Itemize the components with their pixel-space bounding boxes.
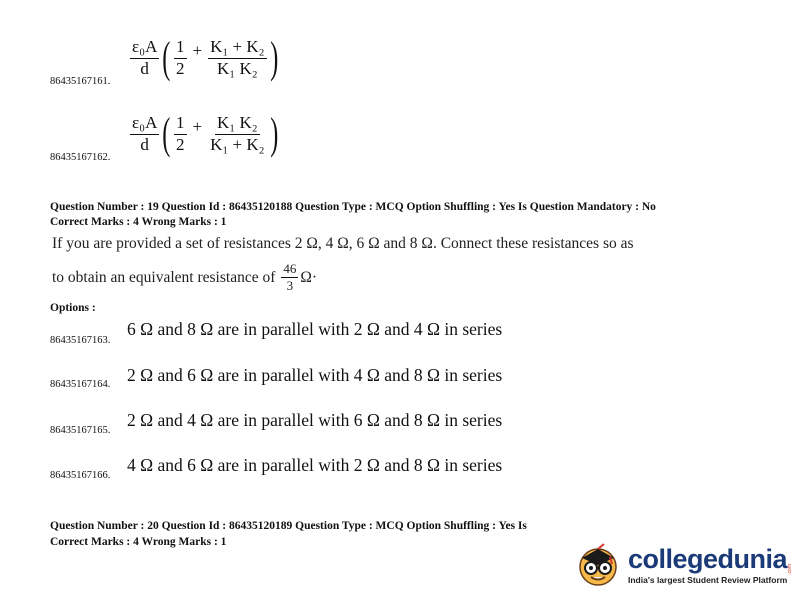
option-id: 86435167164. bbox=[50, 379, 111, 390]
logo-tagline: India's largest Student Review Platform bbox=[628, 574, 788, 585]
nerd-face-icon bbox=[574, 540, 622, 588]
question-marks: Correct Marks : 4 Wrong Marks : 1 bbox=[50, 216, 227, 228]
formula-option-1: $\frac{\text{ε₀A}}{d}$ ( $\frac{1}{2}$ + $\frac{\text{K₁ + K₂}}{\text{K₁ K₂}}$ ) bbox=[132, 33, 278, 82]
logo-wordmark: collegedunia bbox=[628, 543, 788, 574]
option-id: 86435167163. bbox=[50, 335, 111, 346]
option-text[interactable]: 2 Ω and 4 Ω are in parallel with 6 Ω and 8 Ω in series bbox=[127, 410, 503, 430]
option-text[interactable]: 6 Ω and 8 Ω are in parallel with 2 Ω and 4 Ω in series bbox=[127, 319, 503, 339]
option-id: 86435167166. bbox=[50, 470, 111, 481]
k-fraction: $\frac{\text{K₁ K₂}}{\text{K₁ + K₂}}$ bbox=[210, 112, 265, 154]
option-id: 86435167162. bbox=[50, 152, 111, 163]
target-resistance-fraction: $\frac{46}{3}$ bbox=[283, 261, 297, 294]
question-text-line2: to obtain an equivalent resistance of $\frac{46}{3}$ Ω· bbox=[52, 261, 318, 294]
option-text[interactable]: 4 Ω and 6 Ω are in parallel with 2 Ω and 8 Ω in series bbox=[127, 455, 503, 475]
question-meta: Question Number : 19 Question Id : 86435120188 Question Type : MCQ Option Shuffling : Yes Is Question Mandatory : No bbox=[50, 201, 656, 213]
collegedunia-logo bbox=[574, 540, 793, 588]
question-marks: Correct Marks : 4 Wrong Marks : 1 bbox=[50, 536, 227, 548]
question-meta: Question Number : 20 Question Id : 86435120189 Question Type : MCQ Option Shuffling : Yes Is bbox=[50, 520, 527, 532]
right-paren: ) bbox=[269, 33, 278, 82]
formula-option-2: $\frac{\text{ε₀A}}{d}$ ( $\frac{1}{2}$ + $\frac{\text{K₁ K₂}}{\text{K₁ + K₂}}$ ) bbox=[132, 109, 278, 158]
epsilon-a-over-d: $\frac{\text{ε₀A}}{d}$ bbox=[132, 36, 158, 78]
half-fraction: $\frac{1}{2}$ bbox=[176, 36, 185, 78]
epsilon-a-over-d: $\frac{\text{ε₀A}}{d}$ bbox=[132, 112, 158, 154]
left-paren: ( bbox=[162, 109, 171, 158]
question-text-line1: If you are provided a set of resistances 2 Ω, 4 Ω, 6 Ω and 8 Ω. Connect these resistances so as bbox=[52, 235, 634, 252]
k-fraction: $\frac{\text{K₁ + K₂}}{\text{K₁ K₂}}$ bbox=[210, 36, 265, 78]
option-text[interactable]: 2 Ω and 6 Ω are in parallel with 4 Ω and 8 Ω in series bbox=[127, 365, 503, 385]
logo-domain: .com bbox=[787, 563, 793, 575]
half-fraction: $\frac{1}{2}$ bbox=[176, 112, 185, 154]
option-id: 86435167161. bbox=[50, 76, 111, 87]
options-label: Options : bbox=[50, 302, 96, 314]
left-paren: ( bbox=[162, 33, 171, 82]
right-paren: ) bbox=[269, 109, 278, 158]
option-id: 86435167165. bbox=[50, 425, 111, 436]
